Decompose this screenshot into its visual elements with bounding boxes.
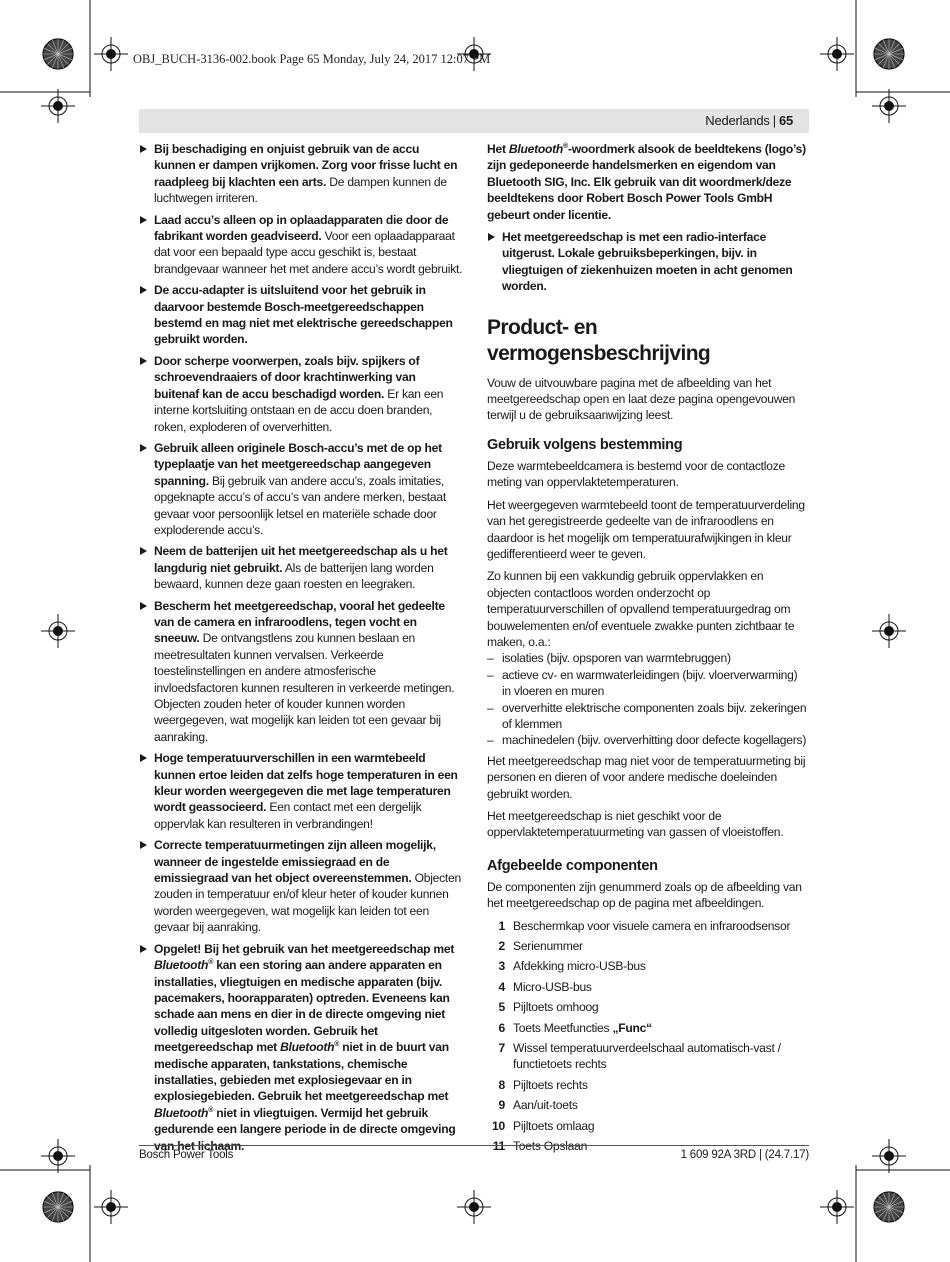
trademark-notice: Het Bluetooth®-woordmerk alsook de beeldtekens (logo’s) zijn gedeponeerde handelsmerken en eigendom van Bluetooth SIG, Inc. Elk gebruik van dit woordmerk/deze beeldtekens door Robert Bosch Power Tools GmbH gebeurt onder licentie. [487,142,806,222]
list-item: 4 Micro-USB-bus [498,979,592,994]
left-column [139,141,463,1159]
footer-rule [139,1145,809,1146]
safety-bullet: Door scherpe voorwerpen, zoals bijv. spijkers of schroevendraaiers of door krachtinwerking van buitenaf kan de accu beschadigd worden. Er kan een interne kortsluiting ontstaan en de accu doen branden, roken, exploderen of oververhitten. [139,353,463,435]
header-separator: | [772,113,776,128]
color-target-icon [43,39,73,69]
page-number: 65 [778,113,793,128]
usage-paragraph: Zo kunnen bij een vakkundig gebruik oppervlakken en objecten contactloos worden onderzocht op temperatuurverschillen of opvallend temperatuurgedrag om bouwelementen en/of eventuele zwakke punten zichtbaar te maken, o.a.: [487,569,795,649]
list-item: 6 Toets Meetfuncties „Func“ [498,1020,652,1035]
bluetooth-warning-bullet: Opgelet! Bij het gebruik van het meetgereedschap met Bluetooth® kan een storing aan andere apparaten en installaties, vliegtuigen en medische apparaten (bijv. pacemakers, hoorapparaten) optreden. Eveneens kan schade aan mens en dier in de directe omgeving niet volledig uitgesloten worden. Gebruik het meetgereedschap met Bluetooth® niet in de buurt van medische apparaten, tankstations, chemische installaties, gebieden met explosiegevaar en in explosiegebieden. Gebruik het meetgereedschap met Bluetooth® niet in vliegtuigen. Vermijd het gebruik gedurende een langere periode in de directe omgeving van het lichaam. [139,941,463,1154]
right-column [487,141,809,1159]
list-item: 11 Toets Opslaan [492,1139,588,1154]
page-header [705,113,793,128]
usage-paragraph: Het meetgereedschap mag niet voor de temperatuurmeting bij personen en dieren of voor andere medische doeleinden gebruikt worden. [487,753,806,801]
safety-bullet: Correcte temperatuurmetingen zijn alleen mogelijk, wanneer de ingestelde emissiegraad en de emissiegraad van het object overeenstemmen. Objecten zouden in temperatuur en/of kleur heter of kouder kunnen worden weergegeven, wat mogelijk kan leiden tot een gevaar bij aanraking. [139,837,463,935]
footer-doc-number: 1 609 92A 3RD | (24.7.17) [680,1149,809,1161]
safety-bullet: Gebruik alleen originele Bosch-accu’s met de op het typeplaatje van het meetgereedschap aangegeven spanning. Bij gebruik van andere accu’s, zoals imitaties, opgeknapte accu’s of accu’s van andere merken, bestaat gevaar voor persoonlijk letsel en materiële schade door exploderende accu’s. [139,440,463,538]
list-item: 7 Wissel temperatuurverdeelschaal automatisch-vast / functietoets rechts [498,1041,781,1072]
bullet-arrow-icon [140,841,147,849]
list-item: 3 Afdekking micro-USB-bus [498,959,646,974]
list-item: 1 Beschermkap voor visuele camera en infraroodsensor [498,918,791,933]
bullet-arrow-icon [140,145,147,153]
list-item: – oververhitte elektrische componenten zoals bijv. zekeringen of klemmen [487,700,807,731]
list-item: 8 Pijltoets rechts [498,1077,588,1092]
components-heading: Afgebeelde componenten [487,857,658,874]
usage-paragraph: Het meetgereedschap is niet geschikt voor de oppervlaktetemperatuurmeting van gassen of vloeistoffen. [487,809,784,840]
bullet-arrow-icon [140,444,147,452]
bullet-arrow-icon [488,233,495,241]
list-item: – isolaties (bijv. opsporen van warmtebruggen) [487,651,731,666]
usage-paragraph: Het weergegeven warmtebeeld toont de temperatuurverdeling van het geregistreerde gedeelte van de infraroodlens en daardoor is het mogelijk om temperatuurafwijkingen in kleur gedifferentieerd weer te geven. [487,497,805,561]
bullet-arrow-icon [140,216,147,224]
radio-interface-bullet: Het meetgereedschap is met een radio-interface uitgerust. Lokale gebruiksbeperkingen, bijv. in vliegtuigen of ziekenhuizen moeten in acht genomen worden. [487,229,809,295]
usage-heading: Gebruik volgens bestemming [487,436,683,453]
bullet-arrow-icon [140,945,147,953]
safety-bullet: Bescherm het meetgereedschap, vooral het gedeelte van de camera en infraroodlens, tegen vocht en sneeuw. De ontvangstlens zou kunnen beslaan en meetresultaten kunnen vervalsen. Verkeerde toestelinstellingen en andere atmosferische invloedsfactoren kunnen resulteren in verkeerde metingen. Objecten zouden heter of kouder kunnen worden weergegeven, wat mogelijk kan leiden tot een gevaar bij aanraking. [139,598,463,746]
safety-bullet: Bij beschadiging en onjuist gebruik van de accu kunnen er dampen vrijkomen. Zorg voor frisse lucht en raadpleeg bij klachten een arts. De dampen kunnen de luchtwegen irriteren. [139,141,463,207]
bullet-arrow-icon [140,357,147,365]
bullet-arrow-icon [140,547,147,555]
list-item: 5 Pijltoets omhoog [498,1000,599,1015]
list-item: 9 Aan/uit-toets [498,1098,578,1113]
section-intro: Vouw de uitvouwbare pagina met de afbeelding van het meetgereedschap open en laat deze pagina opengevouwen terwijl u de gebruiksaanwijzing leest. [487,375,796,423]
list-item: – machinedelen (bijv. oververhitting door defecte kogellagers) [487,733,807,748]
bullet-arrow-icon [140,754,147,762]
footer-brand: Bosch Power Tools [139,1149,234,1161]
components-list [487,918,809,1155]
components-intro: De componenten zijn genummerd zoals op de afbeelding van het meetgereedschap op de pagina met afbeeldingen. [487,879,802,911]
safety-bullet: Hoge temperatuurverschillen in een warmtebeeld kunnen ertoe leiden dat zelfs hoge temperaturen in een kleur worden weergegeven die met lage temperaturen wordt geassocieerd. Een contact met een dergelijk oppervlak kan resulteren in verbrandingen! [139,750,463,832]
list-item: 10 Pijltoets omlaag [492,1118,595,1133]
section-title: Product- en vermogensbeschrijving [487,315,711,365]
header-language: Nederlands [705,113,770,128]
safety-bullet: Laad accu’s alleen op in oplaadapparaten die door de fabrikant worden geadviseerd. Voor een oplaadapparaat dat voor een bepaald type accu geschikt is, bestaat brandgevaar wanneer het met andere accu’s wordt gebruikt. [139,212,463,278]
print-slug: OBJ_BUCH-3136-002.book Page 65 Monday, July 24, 2017 12:07 PM [133,52,491,66]
usage-paragraph: Deze warmtebeeldcamera is bestemd voor de contactloze meting van oppervlaktetemperaturen. [487,458,785,490]
bullet-arrow-icon [140,286,147,294]
safety-bullet: De accu-adapter is uitsluitend voor het gebruik in daarvoor bestemde Bosch-meetgereedschappen bestemd en mag niet met elektrische gereedschappen gebruikt worden. [139,282,463,348]
list-item: – actieve cv- en warmwaterleidingen (bijv. vloerverwarming) in vloeren en muren [487,667,798,699]
safety-bullet: Neem de batterijen uit het meetgereedschap als u het langdurig niet gebruikt. Als de batterijen lang worden bewaard, kunnen deze gaan roesten en leegraken. [139,543,463,592]
usage-list [487,650,809,748]
list-item: 2 Serienummer [498,939,583,954]
bullet-arrow-icon [140,602,147,610]
